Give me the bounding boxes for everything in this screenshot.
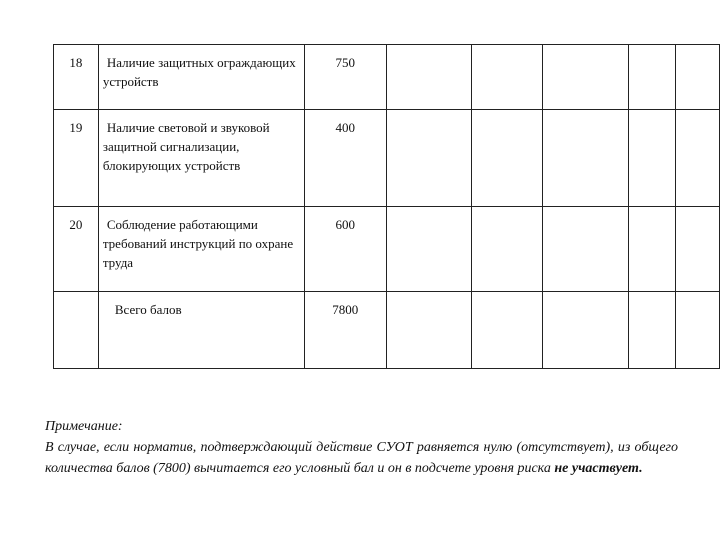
empty-cell <box>471 292 542 369</box>
table-row <box>54 45 720 110</box>
empty-cell <box>386 207 471 292</box>
empty-cell <box>542 110 628 207</box>
criterion-text: Наличие световой и звуковой защитной сигнализации, блокирующих устройств <box>102 120 270 173</box>
empty-cell <box>386 45 471 110</box>
empty-cell <box>675 110 719 207</box>
note-block <box>45 416 678 479</box>
row-number: 20 <box>54 207 99 292</box>
criterion-text: Наличие защитных ограждающих устройств <box>102 55 296 89</box>
note-text-emphasis: не участвует. <box>554 461 643 476</box>
empty-cell <box>542 292 628 369</box>
note-body <box>45 437 678 479</box>
empty-cell <box>542 45 628 110</box>
risk-score-table <box>53 44 720 369</box>
empty-cell <box>628 110 675 207</box>
total-label: Всего балов <box>114 302 182 317</box>
criterion-name <box>98 45 304 110</box>
criterion-text: Соблюдение работающими требований инструкций по охране труда <box>102 217 294 270</box>
criterion-name <box>98 207 304 292</box>
criterion-score: 600 <box>304 207 386 292</box>
empty-cell <box>386 110 471 207</box>
empty-cell <box>628 292 675 369</box>
empty-cell <box>675 207 719 292</box>
empty-cell <box>386 292 471 369</box>
empty-cell <box>675 45 719 110</box>
empty-cell <box>628 45 675 110</box>
total-row <box>54 292 720 369</box>
row-number: 19 <box>54 110 99 207</box>
note-title: Примечание: <box>45 419 123 434</box>
empty-cell <box>675 292 719 369</box>
total-score: 7800 <box>304 292 386 369</box>
table-row <box>54 110 720 207</box>
criterion-score: 400 <box>304 110 386 207</box>
note-text: В случае, если норматив, подтверждающий действие СУОТ равняется нулю (отсутствует), из общего количества балов (7800) вычитается его условный бал и он в подсчете уровня риска <box>45 440 678 476</box>
row-number: 18 <box>54 45 99 110</box>
empty-cell <box>628 207 675 292</box>
empty-cell <box>471 207 542 292</box>
criterion-name <box>98 110 304 207</box>
criterion-score: 750 <box>304 45 386 110</box>
empty-cell <box>54 292 99 369</box>
empty-cell <box>471 110 542 207</box>
empty-cell <box>471 45 542 110</box>
total-label-cell <box>98 292 304 369</box>
table-row <box>54 207 720 292</box>
empty-cell <box>542 207 628 292</box>
